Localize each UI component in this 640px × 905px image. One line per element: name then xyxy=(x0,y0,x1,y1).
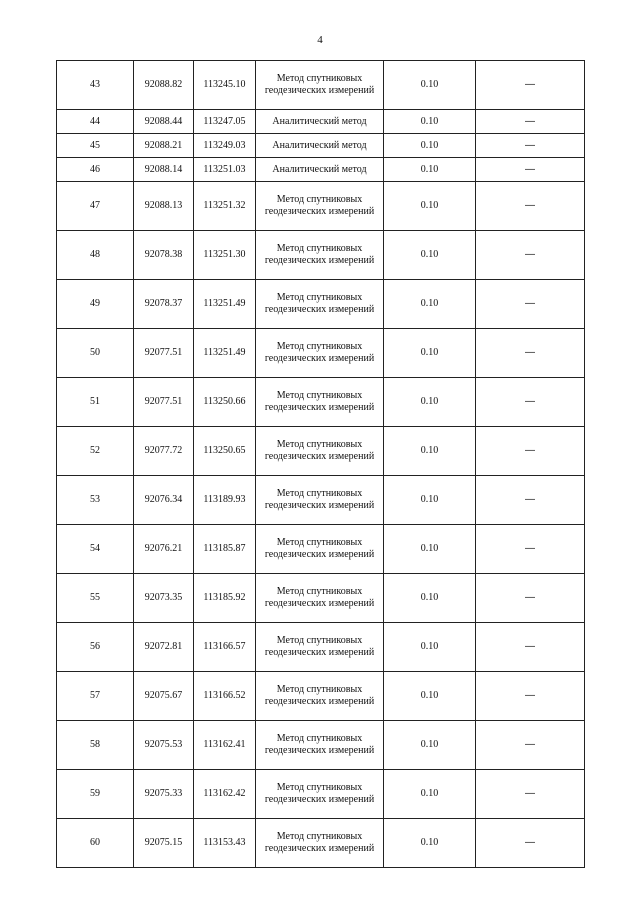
point-number-cell: 44 xyxy=(57,110,134,134)
table-row xyxy=(57,525,585,574)
description-cell: — xyxy=(476,770,585,819)
description-cell: — xyxy=(476,721,585,770)
point-number-cell: 53 xyxy=(57,476,134,525)
table-row xyxy=(57,231,585,280)
accuracy-cell: 0.10 xyxy=(384,623,476,672)
x-coordinate-cell: 92075.15 xyxy=(134,819,194,868)
y-coordinate-cell: 113251.03 xyxy=(194,158,256,182)
y-coordinate-cell: 113162.42 xyxy=(194,770,256,819)
x-coordinate-cell: 92078.38 xyxy=(134,231,194,280)
table-row xyxy=(57,134,585,158)
y-coordinate-cell: 113251.49 xyxy=(194,280,256,329)
x-coordinate-cell: 92088.21 xyxy=(134,134,194,158)
x-coordinate-cell: 92088.14 xyxy=(134,158,194,182)
accuracy-cell: 0.10 xyxy=(384,182,476,231)
description-cell: — xyxy=(476,378,585,427)
point-number-cell: 47 xyxy=(57,182,134,231)
point-number-cell: 55 xyxy=(57,574,134,623)
method-cell: Метод спутниковых геодезических измерений xyxy=(256,623,384,672)
table-row xyxy=(57,476,585,525)
y-coordinate-cell: 113185.87 xyxy=(194,525,256,574)
point-number-cell: 54 xyxy=(57,525,134,574)
x-coordinate-cell: 92088.13 xyxy=(134,182,194,231)
table-row xyxy=(57,574,585,623)
method-cell: Метод спутниковых геодезических измерений xyxy=(256,721,384,770)
x-coordinate-cell: 92088.44 xyxy=(134,110,194,134)
point-number-cell: 49 xyxy=(57,280,134,329)
x-coordinate-cell: 92073.35 xyxy=(134,574,194,623)
accuracy-cell: 0.10 xyxy=(384,770,476,819)
y-coordinate-cell: 113250.66 xyxy=(194,378,256,427)
table-row xyxy=(57,182,585,231)
table-row xyxy=(57,61,585,110)
y-coordinate-cell: 113251.49 xyxy=(194,329,256,378)
accuracy-cell: 0.10 xyxy=(384,158,476,182)
description-cell: — xyxy=(476,110,585,134)
table-row xyxy=(57,770,585,819)
table-row xyxy=(57,623,585,672)
coordinates-table xyxy=(56,60,585,868)
accuracy-cell: 0.10 xyxy=(384,110,476,134)
table-row xyxy=(57,378,585,427)
description-cell: — xyxy=(476,231,585,280)
x-coordinate-cell: 92075.33 xyxy=(134,770,194,819)
method-cell: Метод спутниковых геодезических измерений xyxy=(256,574,384,623)
method-cell: Метод спутниковых геодезических измерений xyxy=(256,280,384,329)
accuracy-cell: 0.10 xyxy=(384,378,476,427)
method-cell: Метод спутниковых геодезических измерений xyxy=(256,525,384,574)
method-cell: Метод спутниковых геодезических измерений xyxy=(256,329,384,378)
description-cell: — xyxy=(476,329,585,378)
accuracy-cell: 0.10 xyxy=(384,280,476,329)
y-coordinate-cell: 113251.30 xyxy=(194,231,256,280)
table-row xyxy=(57,158,585,182)
point-number-cell: 46 xyxy=(57,158,134,182)
point-number-cell: 51 xyxy=(57,378,134,427)
x-coordinate-cell: 92075.53 xyxy=(134,721,194,770)
method-cell: Аналитический метод xyxy=(256,110,384,134)
accuracy-cell: 0.10 xyxy=(384,231,476,280)
y-coordinate-cell: 113166.57 xyxy=(194,623,256,672)
accuracy-cell: 0.10 xyxy=(384,672,476,721)
x-coordinate-cell: 92072.81 xyxy=(134,623,194,672)
accuracy-cell: 0.10 xyxy=(384,134,476,158)
y-coordinate-cell: 113166.52 xyxy=(194,672,256,721)
method-cell: Метод спутниковых геодезических измерений xyxy=(256,231,384,280)
point-number-cell: 60 xyxy=(57,819,134,868)
description-cell: — xyxy=(476,182,585,231)
description-cell: — xyxy=(476,134,585,158)
point-number-cell: 52 xyxy=(57,427,134,476)
method-cell: Метод спутниковых геодезических измерений xyxy=(256,182,384,231)
method-cell: Метод спутниковых геодезических измерений xyxy=(256,770,384,819)
x-coordinate-cell: 92076.21 xyxy=(134,525,194,574)
page-number: 4 xyxy=(317,34,323,46)
point-number-cell: 59 xyxy=(57,770,134,819)
method-cell: Метод спутниковых геодезических измерений xyxy=(256,378,384,427)
x-coordinate-cell: 92077.51 xyxy=(134,378,194,427)
point-number-cell: 56 xyxy=(57,623,134,672)
description-cell: — xyxy=(476,672,585,721)
description-cell: — xyxy=(476,623,585,672)
y-coordinate-cell: 113189.93 xyxy=(194,476,256,525)
point-number-cell: 57 xyxy=(57,672,134,721)
table-row xyxy=(57,721,585,770)
x-coordinate-cell: 92076.34 xyxy=(134,476,194,525)
accuracy-cell: 0.10 xyxy=(384,574,476,623)
description-cell: — xyxy=(476,158,585,182)
accuracy-cell: 0.10 xyxy=(384,721,476,770)
point-number-cell: 50 xyxy=(57,329,134,378)
x-coordinate-cell: 92077.51 xyxy=(134,329,194,378)
method-cell: Метод спутниковых геодезических измерений xyxy=(256,819,384,868)
y-coordinate-cell: 113162.41 xyxy=(194,721,256,770)
description-cell: — xyxy=(476,525,585,574)
description-cell: — xyxy=(476,574,585,623)
accuracy-cell: 0.10 xyxy=(384,525,476,574)
point-number-cell: 45 xyxy=(57,134,134,158)
y-coordinate-cell: 113247.05 xyxy=(194,110,256,134)
table-row xyxy=(57,672,585,721)
method-cell: Метод спутниковых геодезических измерений xyxy=(256,672,384,721)
y-coordinate-cell: 113153.43 xyxy=(194,819,256,868)
description-cell: — xyxy=(476,476,585,525)
y-coordinate-cell: 113249.03 xyxy=(194,134,256,158)
y-coordinate-cell: 113251.32 xyxy=(194,182,256,231)
accuracy-cell: 0.10 xyxy=(384,476,476,525)
y-coordinate-cell: 113185.92 xyxy=(194,574,256,623)
description-cell: — xyxy=(476,819,585,868)
y-coordinate-cell: 113245.10 xyxy=(194,61,256,110)
table-row xyxy=(57,427,585,476)
x-coordinate-cell: 92075.67 xyxy=(134,672,194,721)
description-cell: — xyxy=(476,280,585,329)
method-cell: Аналитический метод xyxy=(256,134,384,158)
accuracy-cell: 0.10 xyxy=(384,61,476,110)
accuracy-cell: 0.10 xyxy=(384,427,476,476)
table-row xyxy=(57,329,585,378)
method-cell: Метод спутниковых геодезических измерений xyxy=(256,427,384,476)
table-row xyxy=(57,280,585,329)
x-coordinate-cell: 92078.37 xyxy=(134,280,194,329)
x-coordinate-cell: 92077.72 xyxy=(134,427,194,476)
accuracy-cell: 0.10 xyxy=(384,819,476,868)
point-number-cell: 58 xyxy=(57,721,134,770)
method-cell: Аналитический метод xyxy=(256,158,384,182)
method-cell: Метод спутниковых геодезических измерений xyxy=(256,61,384,110)
accuracy-cell: 0.10 xyxy=(384,329,476,378)
coordinates-table-body xyxy=(57,61,585,868)
table-row xyxy=(57,110,585,134)
description-cell: — xyxy=(476,427,585,476)
x-coordinate-cell: 92088.82 xyxy=(134,61,194,110)
point-number-cell: 43 xyxy=(57,61,134,110)
y-coordinate-cell: 113250.65 xyxy=(194,427,256,476)
method-cell: Метод спутниковых геодезических измерений xyxy=(256,476,384,525)
description-cell: — xyxy=(476,61,585,110)
table-row xyxy=(57,819,585,868)
point-number-cell: 48 xyxy=(57,231,134,280)
